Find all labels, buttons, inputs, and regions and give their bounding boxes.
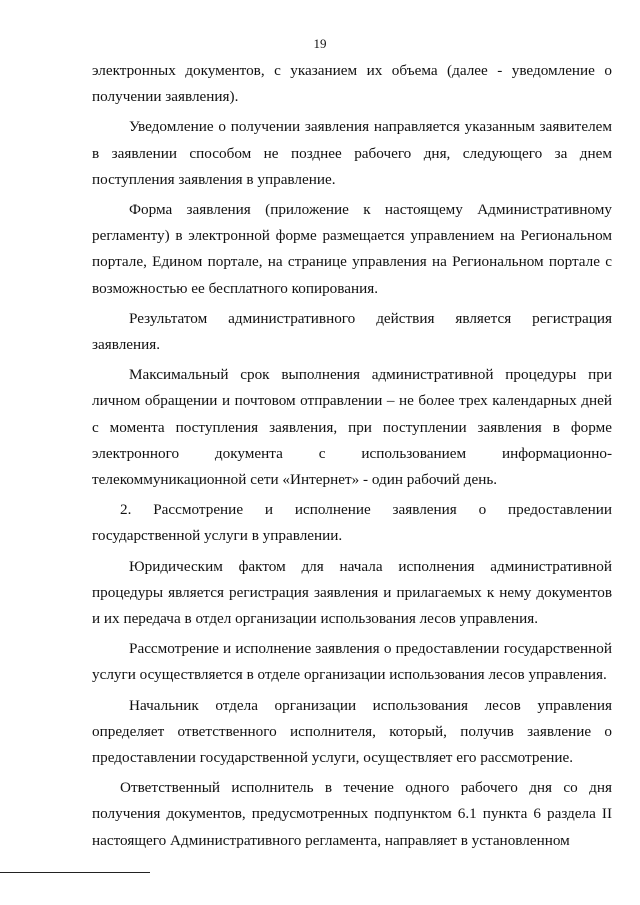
paragraph-section-2: 2. Рассмотрение и исполнение заявления о предоставлении государственной услуги в управлении.: [92, 501, 612, 545]
paragraph-continuation: электронных документов, с указанием их объема (далее - уведомление о получении заявления).: [92, 62, 612, 106]
paragraph-legal-fact: Юридическим фактом для начала исполнения административной процедуры является регистрация заявления и прилагаемых к нему документов и их передача в отдел организации использования лесов управления.: [92, 557, 612, 628]
paragraph-application-form: Форма заявления (приложение к настоящему Административному регламенту) в электронной форме размещается управлением на Региональном портале, Едином портале, на странице управления на Региональном портале с возможностью ее бесплатного копирования.: [92, 201, 612, 297]
footnote-rule: [0, 872, 150, 873]
document-body: [92, 58, 612, 858]
paragraph-result: Результатом административного действия является регистрация заявления.: [92, 309, 612, 354]
paragraph-review: Рассмотрение и исполнение заявления о предоставлении государственной услуги осуществляется в отделе организации использования лесов управления.: [92, 640, 612, 684]
paragraph-notification: Уведомление о получении заявления направляется указанным заявителем в заявлении способом не позднее рабочего дня, следующего за днем поступления заявления в управление.: [92, 118, 612, 188]
paragraph-max-term: Максимальный срок выполнения административной процедуры при личном обращении и почтовом отправлении – не более трех календарных дней с момента поступления заявления, при поступлении заявления в форме электронного документа с использованием информационно-телекоммуникационной сети «Интернет» - один рабочий день.: [92, 366, 612, 489]
paragraph-executor: Ответственный исполнитель в течение одного рабочего дня со дня получения документов, предусмотренных подпунктом 6.1 пункта 6 раздела II настоящего Административного регламента, направляет в установленном: [92, 779, 612, 849]
page-number: 19: [313, 36, 327, 51]
paragraph-department-head: Начальник отдела организации использования лесов управления определяет ответственного исполнителя, который, получив заявление о предоставлении государственной услуги, осуществляет его рассмотрение.: [92, 696, 612, 767]
